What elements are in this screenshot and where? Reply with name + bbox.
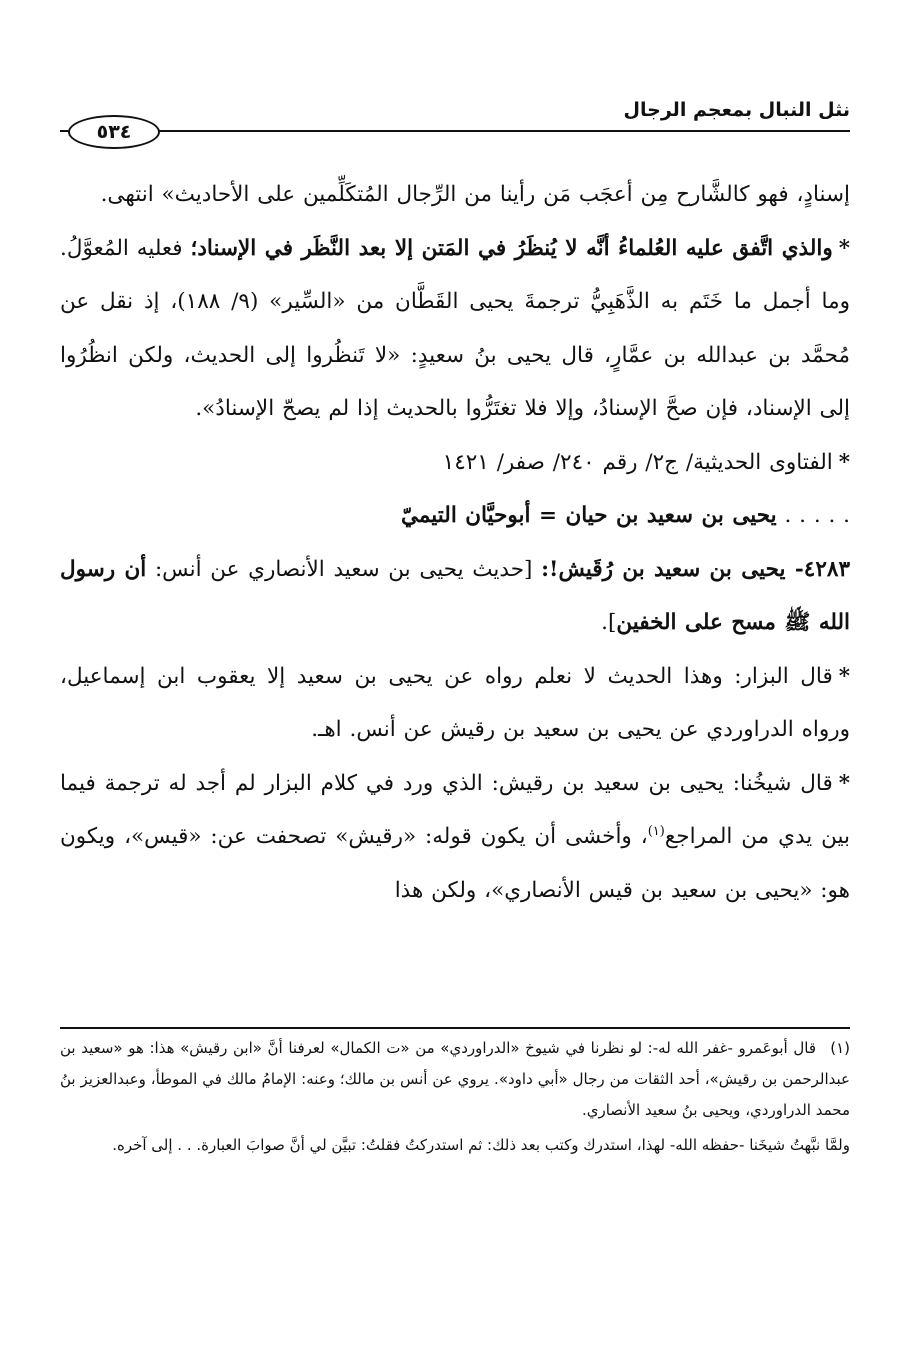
paragraph-source: [60, 436, 850, 490]
paragraph-consensus: [60, 222, 850, 436]
entry-4283: [60, 543, 850, 650]
footnote-text-cont: ولمَّا نبَّهتُ شيخَنا -حفظه الله- لهذا، استدرك وكتب بعد ذلك: ثم استدركتُ فقلتُ: تبيَّن لي أنَّ صوابَ العبارة. . . إلى آخره.: [112, 1136, 850, 1154]
bold-statement: والذي اتَّفق عليه العُلماءُ أنَّه لا يُنظَرُ في المَتن إلا بعد النَّظَر في الإسناد؛: [190, 235, 833, 261]
paragraph-bazzar: [60, 650, 850, 757]
footnotes: [60, 1033, 850, 1161]
running-title: نثل النبال بمعجم الرجال: [623, 99, 850, 121]
source-citation: الفتاوى الحديثية/ ج٢/ رقم ٢٤٠/ صفر/ ١٤٢١: [442, 449, 833, 475]
footnote-1-continuation: [60, 1130, 850, 1161]
bullet-asterisk: *: [838, 663, 850, 689]
footnote-rule: [60, 1027, 850, 1029]
paragraph-cross-reference: [60, 489, 850, 543]
entry-heading: ٤٢٨٣- يحيى بن سعيد بن رُقَيش!:: [541, 556, 850, 582]
book-page: [60, 0, 850, 1353]
leader-dots: . . . . .: [784, 503, 850, 528]
paragraph-shaykh: [60, 757, 850, 918]
entry-text-end: ].: [601, 610, 617, 635]
header-rule: [60, 130, 850, 132]
paragraph-text-cont: ، وأخشى أن يكون قوله: «رقيش» تصحفت عن: «قيس»، ويكون هو: «يحيى بن سعيد بن قيس الأنصاري»، ولكن هذا: [60, 824, 850, 903]
paragraph-text: قال شيخُنا: يحيى بن سعيد بن رقيش: الذي ورد في كلام البزار لم أجد له ترجمة فيما بين يدي من المراجع: [60, 770, 850, 849]
cross-reference-text: يحيى بن سعيد بن حيان = أبوحيَّان التيميّ: [400, 503, 777, 528]
footnote-number: (١): [830, 1039, 850, 1057]
page-number-badge: [68, 115, 160, 149]
bullet-asterisk: *: [838, 770, 850, 796]
main-text: [60, 168, 850, 917]
bullet-asterisk: *: [838, 449, 850, 475]
bullet-asterisk: *: [838, 235, 850, 261]
paragraph-continuation: [60, 168, 850, 222]
page-number: ٥٣٤: [96, 120, 132, 143]
footnote-text: قال أبوعَمرو -غفر الله له-: لو نظرنا في شيوخ «الدراوردي» من «ت الكمال» لعرفنا أنَّ «ابن رقيش» هذا: هو «سعيد بن عبدالرحمن بن رقيش»، أحد الثقات من رجال «أبي داود». يروي عن أنس بن مالك؛ وعنه: الإمامُ مالك في الموطأ، وعبدالعزيز بنُ محمد الدراوردي، ويحيى بنُ سعيد الأنصاري.: [60, 1039, 850, 1119]
paragraph-text: فعليه المُعوَّلُ. وما أجمل ما خَتَم به الذَّهَبِيُّ ترجمةَ يحيى القَطَّان من «السِّير» (٩/ ١٨٨)، إذ نقل عن مُحمَّد بن عبدالله بن عمَّارٍ، قال يحيى بنُ سعيدٍ: «لا تَنظُروا إلى الحديث، ولكن انظُرُوا إلى الإسناد، فإن صحَّ الإسنادُ، وإلا فلا تغتَرُّوا بالحديث إذا لم يصحّ الإسنادُ».: [60, 235, 851, 421]
paragraph-text: إسنادٍ، فهو كالشَّارح مِن أعجَب مَن رأينا من الرِّجال المُتكَلِّمين على الأحاديث» انتهى.: [100, 182, 850, 207]
hadith-text: أن رسول الله ﷺ مسح على الخفين: [60, 556, 850, 635]
page-header: [60, 95, 850, 155]
entry-text: [حديث يحيى بن سعيد الأنصاري عن أنس:: [154, 556, 533, 582]
paragraph-text: قال البزار: وهذا الحديث لا نعلم رواه عن يحيى بن سعيد إلا يعقوب ابن إسماعيل، ورواه الدراوردي عن يحيى بن سعيد بن رقيش عن أنس. اهـ.: [60, 663, 850, 742]
footnote-1: [60, 1033, 850, 1126]
footnote-marker[interactable]: (١): [647, 823, 665, 839]
